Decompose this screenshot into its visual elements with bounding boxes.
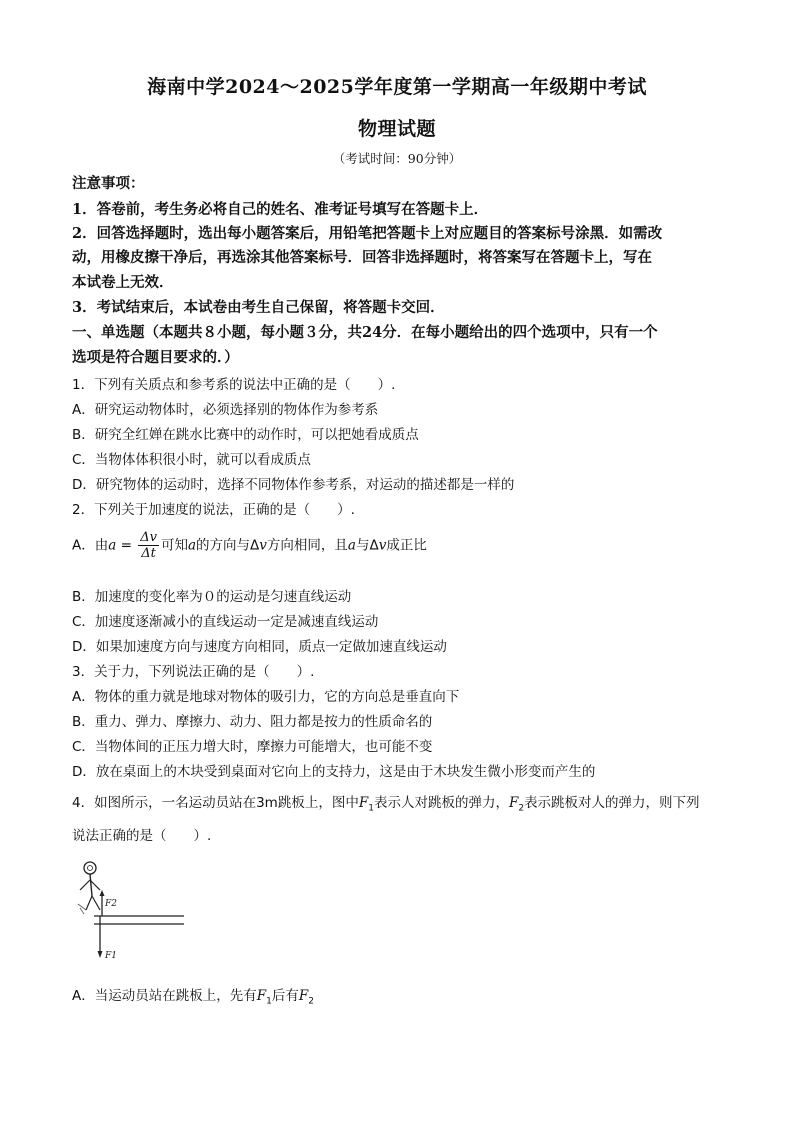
q3-option-c: C．当物体间的正压力增大时，摩擦力可能增大，也可能不变 <box>72 739 433 755</box>
acceleration-fraction: $\frac{\Delta v}{\Delta t}$ <box>140 530 157 561</box>
notice-item-3: 3．考试结束后，本试卷由考生自己保留，将答题卡交回． <box>72 299 445 316</box>
q2-option-d: D．如果加速度方向与速度方向相同，质点一定做加速直线运动 <box>72 639 447 655</box>
notice-item-2: 2．回答选择题时，选出每小题答案后，用铅笔把答题卡上对应题目的答案标号涂黑．如需改 <box>72 225 663 242</box>
notice-item-2-cont2: 本试卷上无效． <box>72 274 174 291</box>
exam-title: 海南中学2024～2025学年度第一学期高一年级期中考试 <box>147 76 647 98</box>
q1-option-a: A．研究运动物体时，必须选择别的物体作为参考系 <box>72 402 379 418</box>
q2-stem: 2．下列关于加速度的说法，正确的是（ ）. <box>72 502 355 518</box>
q2-option-b: B．加速度的变化率为０的运动是匀速直线运动 <box>72 589 352 605</box>
diving-board-figure <box>72 854 192 964</box>
figure-label-f1: F1 <box>105 951 117 961</box>
q1-option-c: C．当物体体积很小时，就可以看成质点 <box>72 452 311 468</box>
q3-option-d: D．放在桌面上的木块受到桌面对它向上的支持力，这是由于木块发生微小形变而产生的 <box>72 764 596 780</box>
q3-option-a: A．物体的重力就是地球对物体的吸引力，它的方向总是垂直向下 <box>72 689 460 705</box>
q4-stem: 4．如图所示，一名运动员站在3m跳板上，图中$F_1$表示人对跳板的弹力，$F_2$表示跳板对人的弹力，则下列 <box>72 795 700 814</box>
q2-option-a: A．由a = $\frac{\Delta v}{\Delta t}$ 可知a的方向与Δv方向相同，且a与Δv成正比 <box>72 530 427 561</box>
q3-stem: 3．关于力，下列说法正确的是（ ）. <box>72 664 315 680</box>
q3-option-b: B．重力、弹力、摩擦力、动力、阻力都是按力的性质命名的 <box>72 714 433 730</box>
section1-heading-cont: 选项是符合题目要求的．） <box>72 349 239 366</box>
section1-heading: 一、单选题（本题共８小题，每小题３分，共24分．在每小题给出的四个选项中，只有一个 <box>72 324 658 341</box>
q1-option-d: D．研究物体的运动时，选择不同物体作参考系，对运动的描述都是一样的 <box>72 477 515 493</box>
exam-duration: （考试时间：90分钟） <box>332 151 462 166</box>
q4-option-a: A．当运动员站在跳板上，先有$F_1$后有$F_2$ <box>72 988 314 1007</box>
notice-item-2-cont: 动，用橡皮擦干净后，再选涂其他答案标号．回答非选择题时，将答案写在答题卡上，写在 <box>72 249 652 266</box>
exam-subject: 物理试题 <box>357 118 436 140</box>
q4-stem-cont: 说法正确的是（ ）. <box>72 828 212 844</box>
q1-stem: 1．下列有关质点和参考系的说法中正确的是（ ）. <box>72 377 396 393</box>
q1-option-b: B．研究全红婵在跳水比赛中的动作时，可以把她看成质点 <box>72 427 419 443</box>
q2-option-c: C．加速度逐渐减小的直线运动一定是减速直线运动 <box>72 614 379 630</box>
figure-label-f2: F2 <box>105 899 117 909</box>
notice-heading: 注意事项： <box>72 175 145 192</box>
notice-item-1: 1．答卷前，考生务必将自己的姓名、准考证号填写在答题卡上． <box>72 201 489 218</box>
